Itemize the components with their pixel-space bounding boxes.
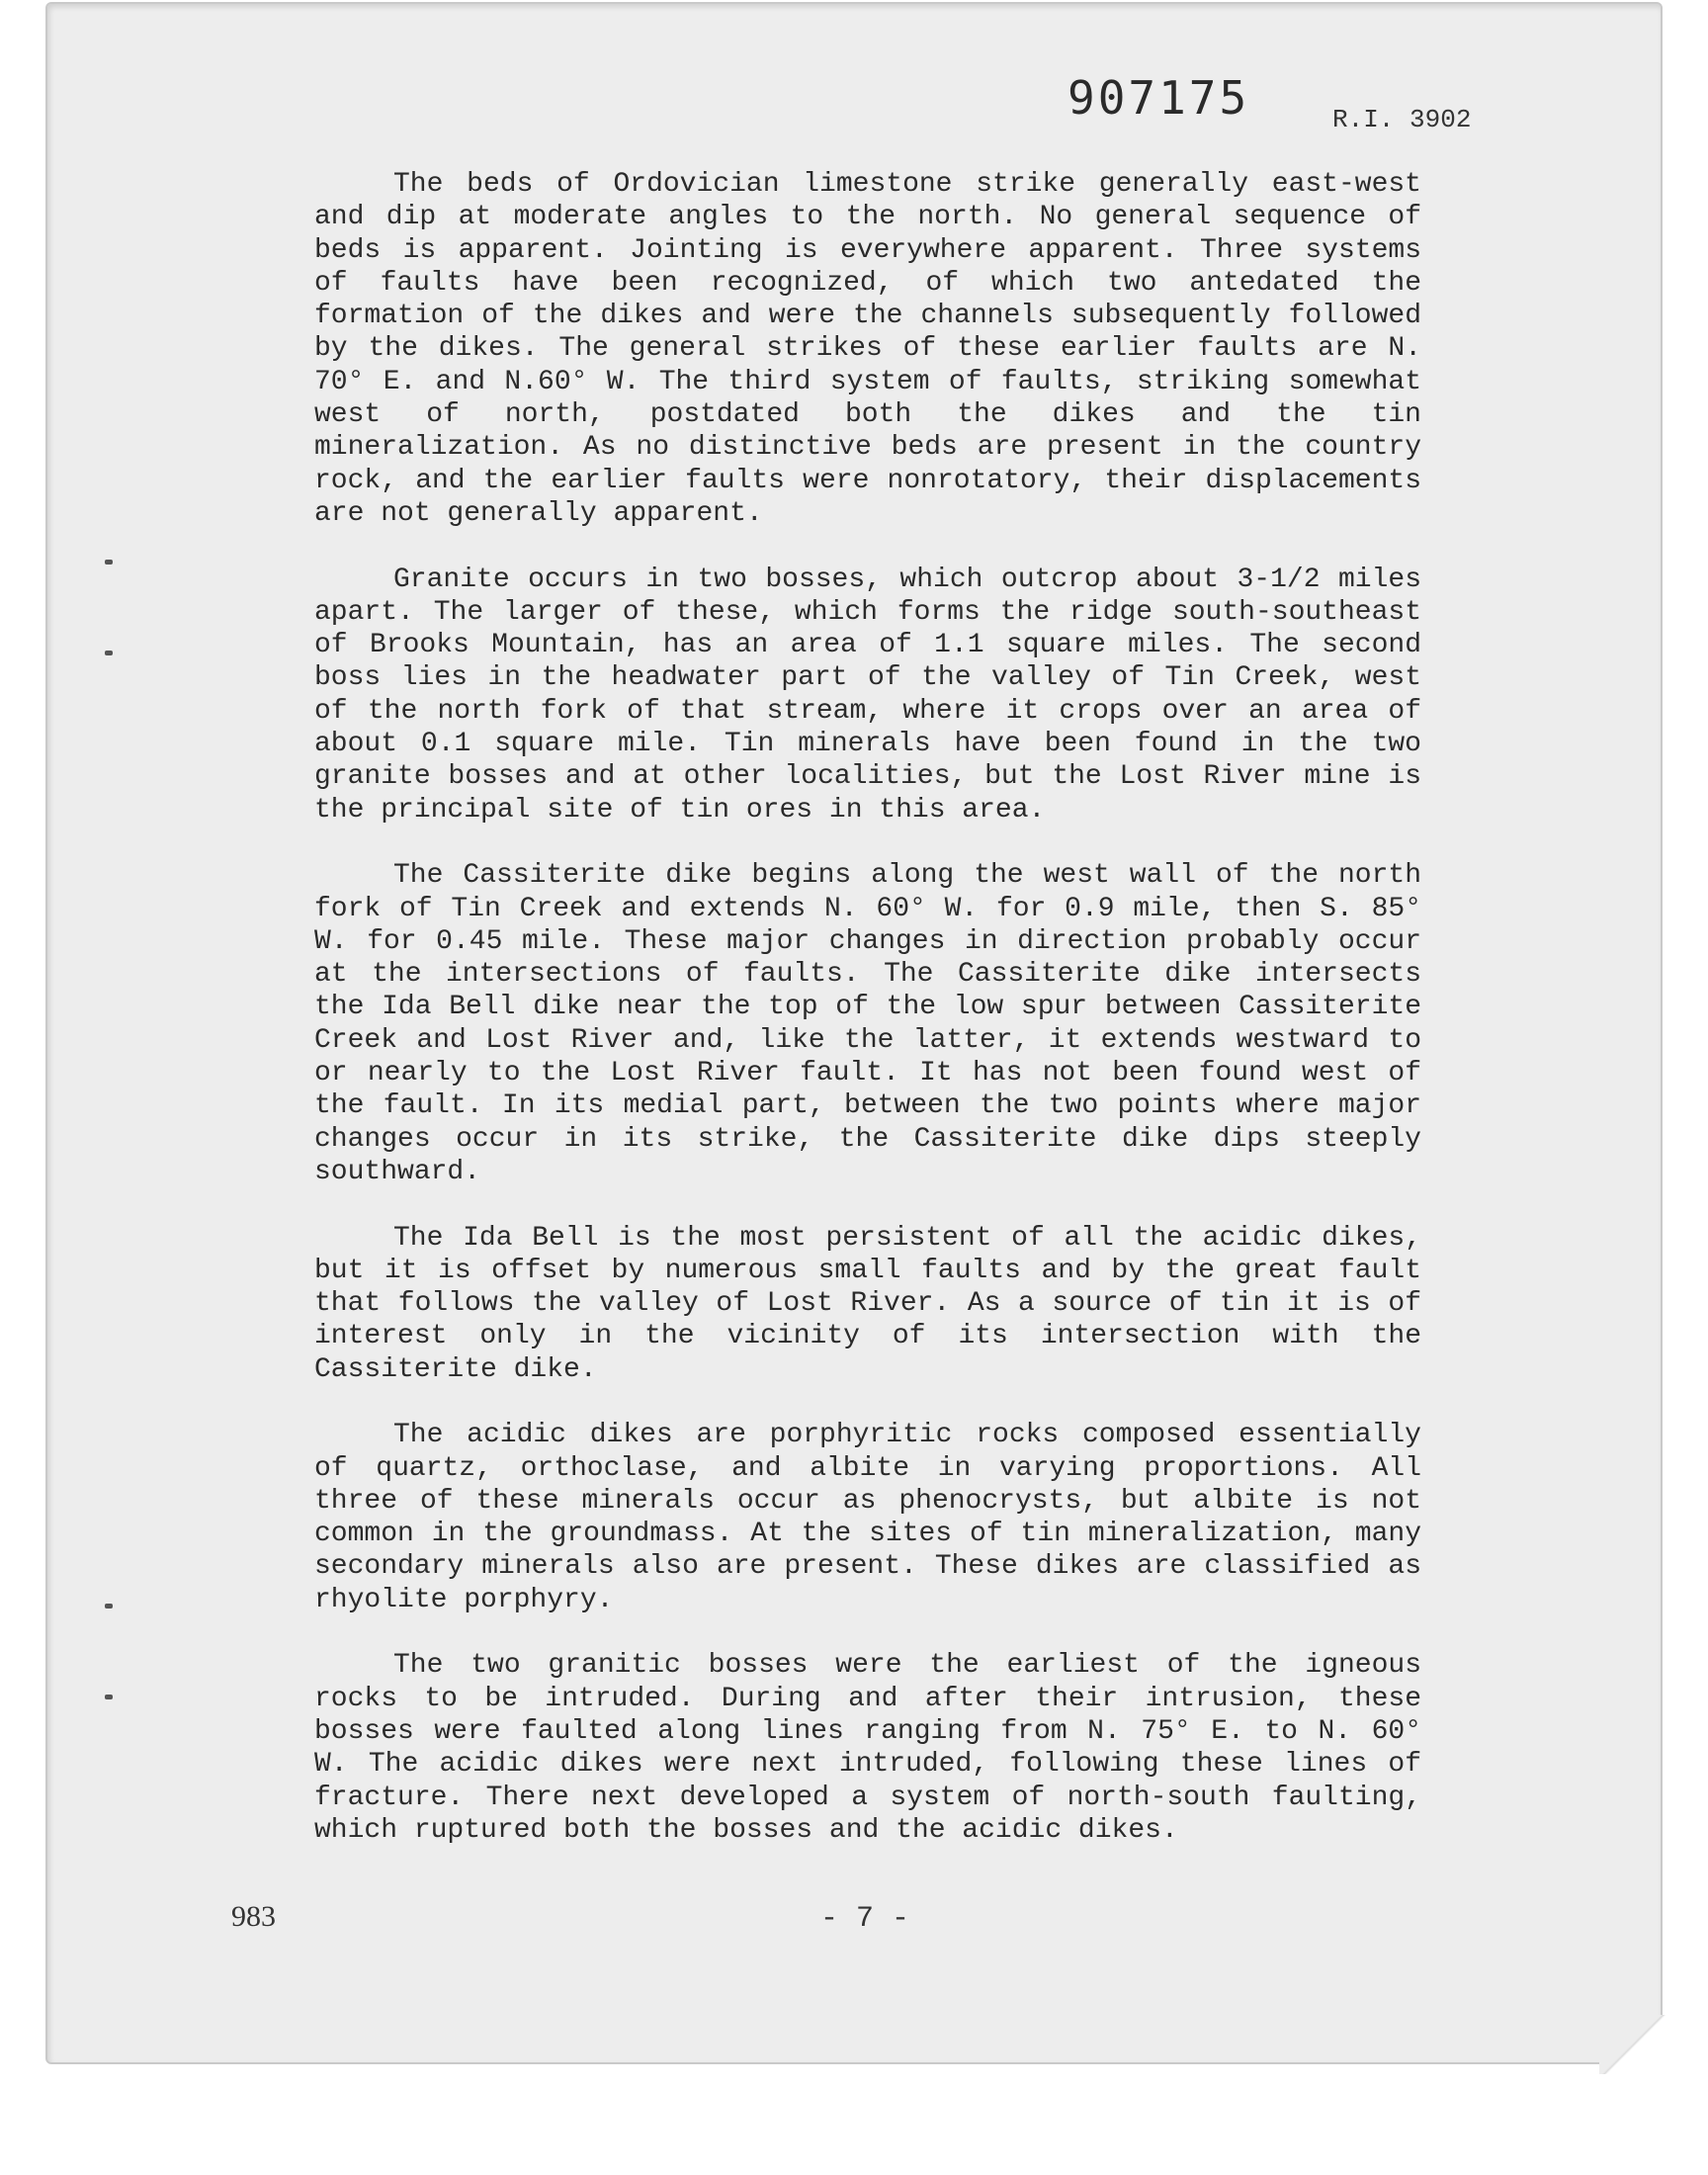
margin-mark	[105, 560, 113, 565]
document-number-stamp: 907175	[1068, 71, 1250, 125]
margin-mark	[105, 1604, 113, 1609]
footer-left-number: 983	[231, 1900, 276, 1933]
paragraph: The beds of Ordovician limestone strike generally east-west and dip at moderate angles to the north. No general sequence of beds is apparent. Jointing is everywhere apparent. Three systems of faults have been recognized, of which two antedated the formation of the dikes and were the channels subsequently followed by the dikes. The general strikes of these earlier faults are N. 70° E. and N.60° W. The third system of faults, striking somewhat west of north, postdated both the dikes and the tin mineralization. As no distinctive beds are present in the country rock, and the earlier faults were nonrotatory, their displacements are not generally apparent.	[314, 169, 1421, 529]
page-number: - 7 -	[820, 1902, 910, 1936]
paragraph: The acidic dikes are porphyritic rocks composed essentially of quartz, orthoclase, and albite in varying proportions. All three of these minerals occur as phenocrysts, but albite is not common in the groundmass. At the sites of tin mineralization, many secondary minerals also are present. These dikes are classified as rhyolite porphyry.	[314, 1420, 1421, 1615]
report-id: R.I. 3902	[1332, 105, 1472, 134]
body-text	[314, 168, 1421, 1879]
page-corner-fold	[1599, 2015, 1668, 2074]
paragraph: The Ida Bell is the most persistent of all the acidic dikes, but it is offset by numerous small faults and by the great fault that follows the valley of Lost River. As a source of tin it is of interest only in the vicinity of its intersection with the Cassiterite dike.	[314, 1222, 1421, 1385]
margin-mark	[105, 651, 113, 655]
paragraph: The two granitic bosses were the earliest of the igneous rocks to be intruded. During and after their intrusion, these bosses were faulted along lines ranging from N. 75° E. to N. 60° W. The acidic dikes were next intruded, following these lines of fracture. There next developed a system of north-south faulting, which ruptured both the bosses and the acidic dikes.	[314, 1650, 1421, 1846]
paragraph: Granite occurs in two bosses, which outcrop about 3-1/2 miles apart. The larger of these, which forms the ridge south-southeast of Brooks Mountain, has an area of 1.1 square miles. The second boss lies in the headwater part of the valley of Tin Creek, west of the north fork of that stream, where it crops over an area of about 0.1 square mile. Tin minerals have been found in the two granite bosses and at other localities, but the Lost River mine is the principal site of tin ores in this area.	[314, 564, 1421, 826]
margin-mark	[105, 1695, 113, 1699]
paragraph: The Cassiterite dike begins along the west wall of the north fork of Tin Creek and extends N. 60° W. for 0.9 mile, then S. 85° W. for 0.45 mile. These major changes in direction probably occur at the intersections of faults. The Cassiterite dike intersects the Ida Bell dike near the top of the low spur between Cassiterite Creek and Lost River and, like the latter, it extends westward to or nearly to the Lost River fault. It has not been found west of the fault. In its medial part, between the two points where major changes occur in its strike, the Cassiterite dike dips steeply southward.	[314, 860, 1421, 1187]
